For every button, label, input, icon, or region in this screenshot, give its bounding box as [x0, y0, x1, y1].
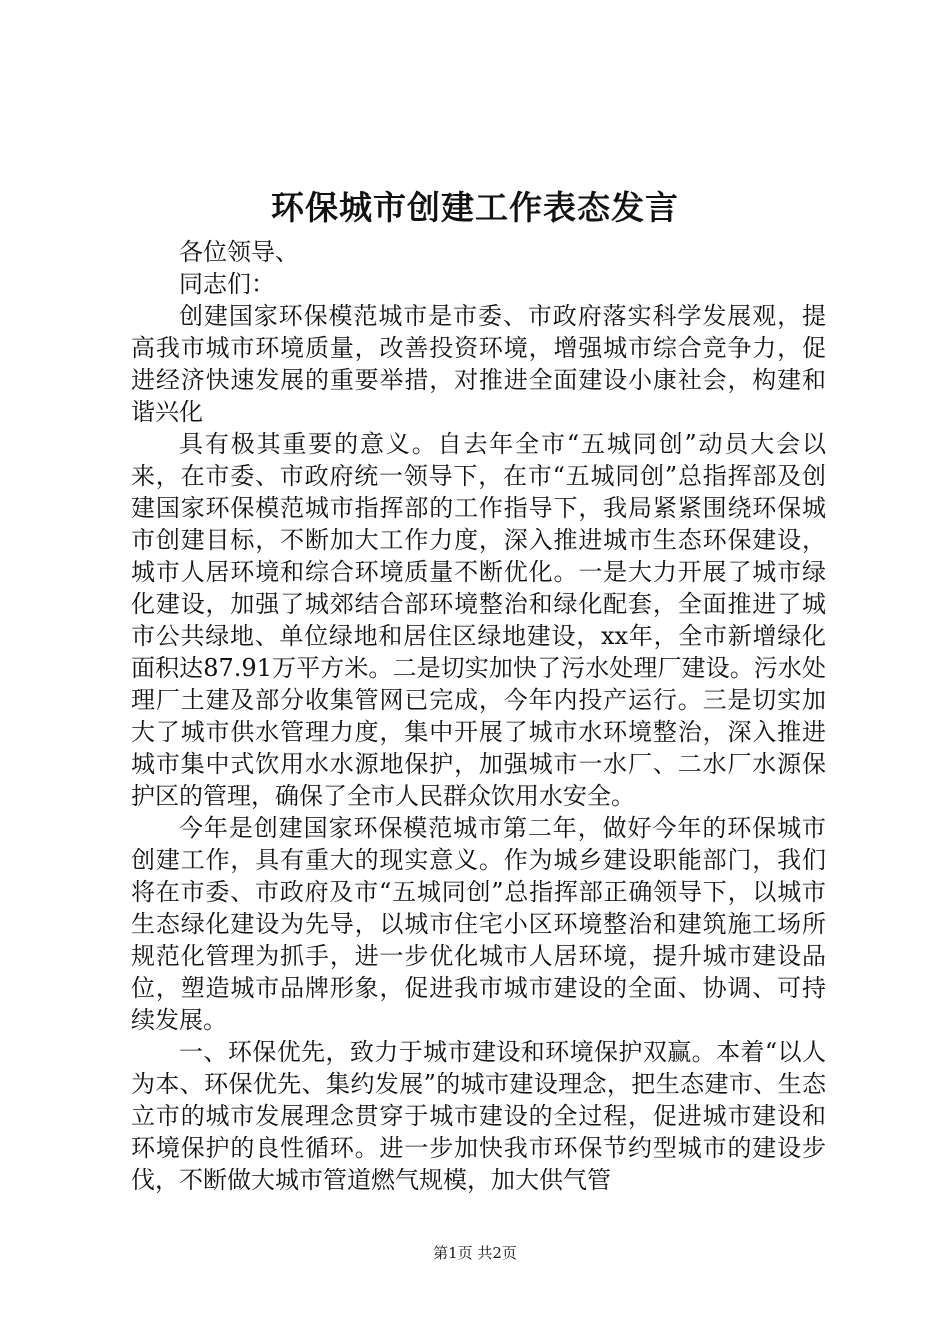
greeting-comrades: 同志们： [179, 270, 275, 298]
paragraph-4: 一、环保优先，致力于城市建设和环境保护双赢。本着“以人为本、环保优先、集约发展”的城市建设理念，把生态建市、生态立市的城市发展理念贯穿于城市建设的全过程，促进城市建设和环境保护的良性循环。进一步加快我市环保节约型城市的建设步伐，不断做大城市管道燃气规模，加大供气管 [131, 1038, 826, 1194]
page-footer: 第1页 共2页 [433, 1244, 517, 1262]
document-title: 环保城市创建工作表态发言 [271, 188, 679, 227]
paragraph-2: 具有极其重要的意义。自去年全市“五城同创”动员大会以来，在市委、市政府统一领导下，在市“五城同创”总指挥部及创建国家环保模范城市指挥部的工作指导下，我局紧紧围绕环保城市创建目标，不断加大工作力度，深入推进城市生态环保建设，城市人居环境和综合环境质量不断优化。一是大力开展了城市绿化建设，加强了城郊结合部环境整治和绿化配套，全面推进了城市公共绿地、单位绿地和居住区绿地建设，xx年，全市新增绿化面积达87.91万平方米。二是切实加快了污水处理厂建设。污水处理厂土建及部分收集管网已完成，今年内投产运行。三是切实加大了城市供水管理力度，集中开展了城市水环境整治，深入推进城市集中式饮用水水源地保护，加强城市一水厂、二水厂水源保护区的管理，确保了全市人民群众饮用水安全。 [131, 430, 826, 810]
greeting-leaders: 各位领导、 [179, 238, 299, 266]
paragraph-1: 创建国家环保模范城市是市委、市政府落实科学发展观，提高我市城市环境质量，改善投资环境，增强城市综合竞争力，促进经济快速发展的重要举措，对推进全面建设小康社会，构建和谐兴化 [131, 302, 826, 426]
paragraph-3: 今年是创建国家环保模范城市第二年，做好今年的环保城市创建工作，具有重大的现实意义。作为城乡建设职能部门，我们将在市委、市政府及市“五城同创”总指挥部正确领导下，以城市生态绿化建设为先导，以城市住宅小区环境整治和建筑施工场所规范化管理为抓手，进一步优化城市人居环境，提升城市建设品位，塑造城市品牌形象，促进我市城市建设的全面、协调、可持续发展。 [131, 814, 826, 1034]
document-body [131, 236, 826, 1196]
